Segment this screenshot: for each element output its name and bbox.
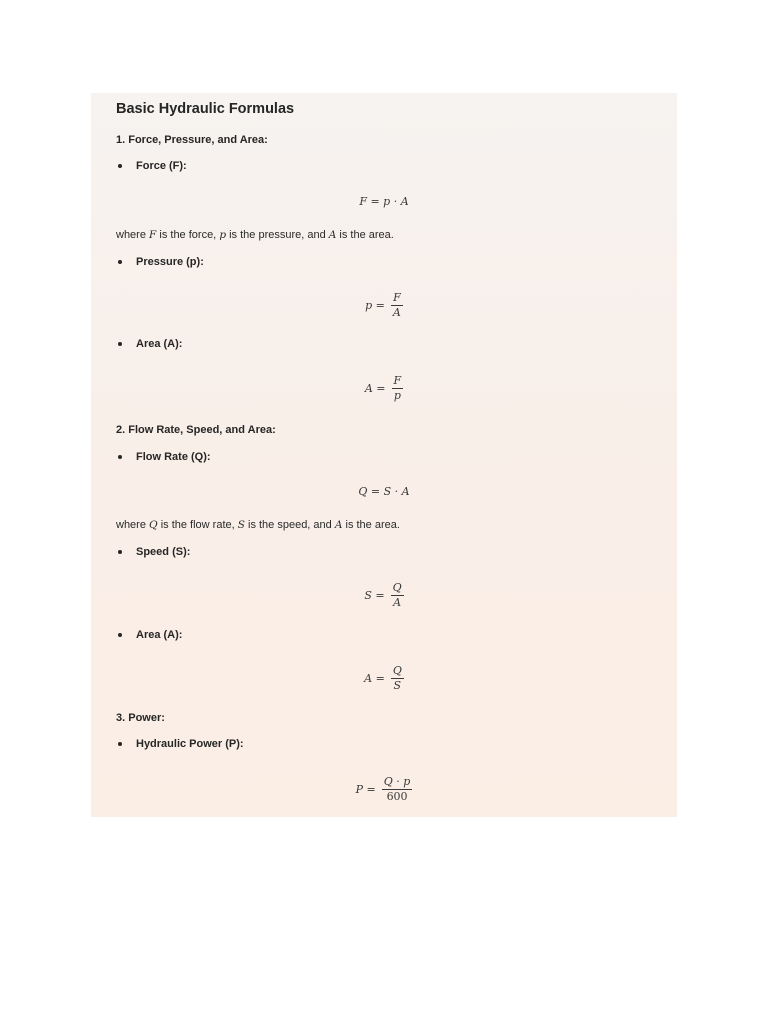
equation-lhs: A = <box>364 382 386 395</box>
equation-lhs: A = <box>364 672 385 685</box>
fraction-denominator: A <box>392 306 401 319</box>
bullet-dot-icon <box>118 164 122 168</box>
note-text: where <box>116 229 150 241</box>
note-variable: F <box>149 229 157 241</box>
bullet-dot-icon <box>118 342 122 346</box>
bullet-flow-rate <box>116 451 211 463</box>
note-variable: Q <box>149 519 158 531</box>
fraction <box>392 374 404 403</box>
note-variable: A <box>328 229 337 241</box>
formula-card <box>91 93 677 817</box>
note-text: is the speed, and <box>244 519 335 531</box>
section-heading-flow-speed-area: 2. Flow Rate, Speed, and Area: <box>116 424 276 436</box>
note-variable: S <box>237 519 245 531</box>
fraction-numerator: F <box>393 374 402 387</box>
bullet-label: Force (F): <box>136 160 187 172</box>
bullet-pressure <box>116 256 204 268</box>
equation-area-force <box>91 374 677 403</box>
note-flow-definitions <box>116 519 400 531</box>
note-variable: p <box>219 229 227 241</box>
bullet-label: Pressure (p): <box>136 256 204 268</box>
fraction-denominator: p <box>393 389 401 402</box>
bullet-force <box>116 160 187 172</box>
bullet-speed <box>116 546 190 558</box>
fraction-numerator: Q <box>392 664 402 677</box>
fraction-numerator: F <box>393 291 401 304</box>
bullet-dot-icon <box>118 455 122 459</box>
bullet-label: Speed (S): <box>136 546 191 558</box>
equation-area-flow <box>91 664 677 693</box>
equation-force: F = p · A <box>359 195 409 208</box>
section-heading-force-pressure-area: 1. Force, Pressure, and Area: <box>116 134 268 146</box>
note-variable: A <box>334 519 343 531</box>
page-title: Basic Hydraulic Formulas <box>116 101 295 117</box>
equation-flow-rate: Q = S · A <box>358 485 410 498</box>
fraction-denominator: A <box>393 596 402 609</box>
bullet-dot-icon <box>118 260 122 264</box>
note-text: where <box>116 519 150 531</box>
bullet-label: Hydraulic Power (P): <box>136 738 244 750</box>
note-text: is the area. <box>342 519 400 531</box>
fraction <box>391 291 403 320</box>
equation-pressure <box>91 291 677 320</box>
bullet-dot-icon <box>118 550 122 554</box>
bullet-label: Flow Rate (Q): <box>136 451 211 463</box>
bullet-hydraulic-power <box>116 738 244 750</box>
bullet-dot-icon <box>118 633 122 637</box>
bullet-label: Area (A): <box>136 629 183 641</box>
fraction <box>391 581 404 610</box>
bullet-area-flow <box>116 629 182 641</box>
note-text: is the area. <box>336 229 394 241</box>
fraction-denominator: 600 <box>386 790 408 803</box>
equation-lhs: S = <box>364 589 385 602</box>
equation-speed <box>91 581 677 610</box>
note-text: is the force, <box>156 229 220 241</box>
fraction <box>382 775 413 804</box>
note-force-definitions <box>116 229 394 241</box>
bullet-label: Area (A): <box>136 338 183 350</box>
equation-lhs: p = <box>365 299 385 312</box>
fraction-numerator: Q <box>392 581 402 594</box>
fraction-denominator: S <box>393 679 402 692</box>
equation-power <box>91 775 677 804</box>
section-heading-power: 3. Power: <box>116 712 165 724</box>
note-text: is the pressure, and <box>226 229 329 241</box>
fraction-numerator: Q · p <box>383 775 411 788</box>
fraction <box>391 664 404 693</box>
bullet-area <box>116 338 182 350</box>
note-text: is the flow rate, <box>157 519 238 531</box>
bullet-dot-icon <box>118 742 122 746</box>
equation-lhs: P = <box>355 783 376 796</box>
